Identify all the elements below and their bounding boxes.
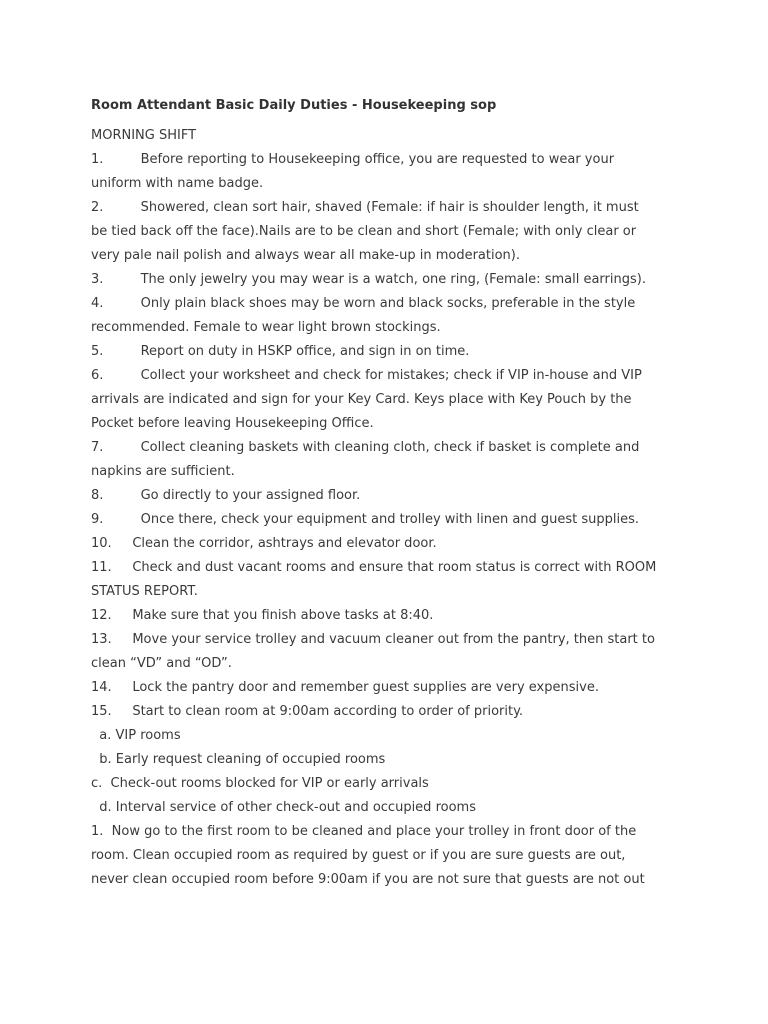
text-line: a. VIP rooms	[91, 728, 181, 743]
text-line: 5. Report on duty in HSKP office, and sign in on time.	[91, 344, 470, 359]
text-line: 10. Clean the corridor, ashtrays and elevator door.	[91, 536, 437, 551]
text-line: be tied back off the face).Nails are to be clean and short (Female; with only clear or	[91, 224, 637, 239]
text-line: room. Clean occupied room as required by guest or if you are sure guests are out,	[91, 848, 626, 863]
text-line: very pale nail polish and always wear all make-up in moderation).	[91, 248, 520, 263]
text-line: 8. Go directly to your assigned floor.	[91, 488, 361, 503]
text-line: 9. Once there, check your equipment and trolley with linen and guest supplies.	[91, 512, 640, 527]
text-line: 11. Check and dust vacant rooms and ensure that room status is correct with ROOM	[91, 560, 657, 575]
text-line: 2. Showered, clean sort hair, shaved (Female: if hair is shoulder length, it must	[91, 200, 639, 215]
section-heading: MORNING SHIFT	[91, 128, 197, 143]
text-line: 12. Make sure that you finish above tasks at 8:40.	[91, 608, 434, 623]
text-line: uniform with name badge.	[91, 176, 264, 191]
document-body	[91, 148, 681, 892]
text-line: 15. Start to clean room at 9:00am according to order of priority.	[91, 704, 524, 719]
text-line: never clean occupied room before 9:00am if you are not sure that guests are not out	[91, 872, 645, 887]
text-line: 1. Before reporting to Housekeeping office, you are requested to wear your	[91, 152, 615, 167]
document-page	[91, 94, 681, 892]
text-line: Pocket before leaving Housekeeping Office.	[91, 416, 374, 431]
text-line: 3. The only jewelry you may wear is a watch, one ring, (Female: small earrings).	[91, 272, 646, 287]
text-line: 13. Move your service trolley and vacuum cleaner out from the pantry, then start to	[91, 632, 655, 647]
text-line: d. Interval service of other check-out and occupied rooms	[91, 800, 476, 815]
text-line: c. Check-out rooms blocked for VIP or early arrivals	[91, 776, 429, 791]
document-title: Room Attendant Basic Daily Duties - Housekeeping sop	[91, 98, 497, 113]
text-line: 1. Now go to the first room to be cleaned and place your trolley in front door of the	[91, 824, 637, 839]
text-line: STATUS REPORT.	[91, 584, 198, 599]
text-line: napkins are sufficient.	[91, 464, 235, 479]
text-line: 14. Lock the pantry door and remember guest supplies are very expensive.	[91, 680, 599, 695]
text-line: clean “VD” and “OD”.	[91, 656, 232, 671]
text-line: recommended. Female to wear light brown stockings.	[91, 320, 441, 335]
text-line: 7. Collect cleaning baskets with cleaning cloth, check if basket is complete and	[91, 440, 640, 455]
text-line: b. Early request cleaning of occupied rooms	[91, 752, 386, 767]
text-line: 6. Collect your worksheet and check for mistakes; check if VIP in-house and VIP	[91, 368, 642, 383]
text-line: arrivals are indicated and sign for your Key Card. Keys place with Key Pouch by the	[91, 392, 632, 407]
text-line: 4. Only plain black shoes may be worn and black socks, preferable in the style	[91, 296, 636, 311]
